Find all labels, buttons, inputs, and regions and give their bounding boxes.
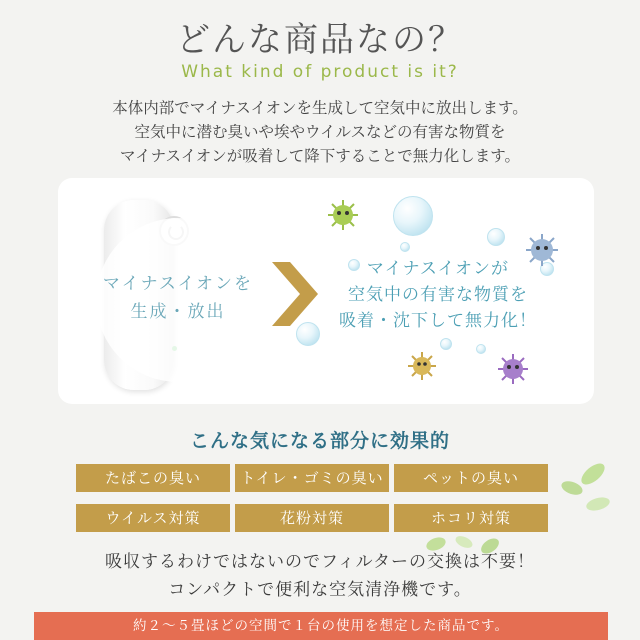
effect-line-3: 吸着・沈下して無力化！ [339, 311, 537, 331]
leaf-icon [548, 456, 618, 530]
bubble-icon [440, 338, 452, 350]
note-line-2: コンパクトで便利な空気清浄機です。 [168, 580, 472, 600]
effect-tag-pet: ペットの臭い [394, 464, 548, 492]
footer-banner: 約２〜５畳ほどの空間で１台の使用を想定した商品です。 [34, 612, 608, 640]
germ-icon [406, 350, 438, 386]
intro-line-2: 空気中に潜む臭いや埃やウイルスなどの有害な物質を [134, 123, 506, 141]
effect-tag-tobacco: たばこの臭い [76, 464, 230, 492]
effect-tag-toilet: トイレ・ゴミの臭い [235, 464, 389, 492]
germ-icon [496, 352, 530, 390]
page-title: どんな商品なの？ [176, 20, 464, 60]
device-label-line-1: マイナスイオンを [102, 274, 254, 294]
effect-description [322, 256, 554, 334]
effect-tag-virus: ウイルス対策 [76, 504, 230, 532]
page-subtitle: What kind of product is it? [181, 62, 459, 82]
effects-heading: こんな気になる部分に効果的 [189, 430, 450, 452]
germ-icon [326, 198, 360, 236]
bubble-icon [296, 322, 320, 346]
bubble-icon [476, 344, 486, 354]
effect-line-2: 空気中の有害な物質を [348, 285, 528, 305]
intro-line-3: マイナスイオンが吸着して降下することで無力化します。 [119, 147, 521, 165]
note-line-1: 吸収するわけではないのでフィルターの交換は不要！ [105, 552, 535, 572]
device-label [90, 270, 266, 326]
effect-tag-pollen: 花粉対策 [235, 504, 389, 532]
bubble-icon [400, 242, 410, 252]
device-label-line-2: 生成・放出 [130, 302, 226, 322]
intro-line-1: 本体内部でマイナスイオンを生成して空気中に放出します。 [112, 99, 528, 117]
bubble-icon [487, 228, 505, 246]
effect-tag-dust: ホコリ対策 [394, 504, 548, 532]
intro-text [0, 96, 640, 168]
note-text [0, 548, 640, 604]
bubble-icon [393, 196, 433, 236]
effect-line-1: マイナスイオンが [366, 259, 510, 279]
